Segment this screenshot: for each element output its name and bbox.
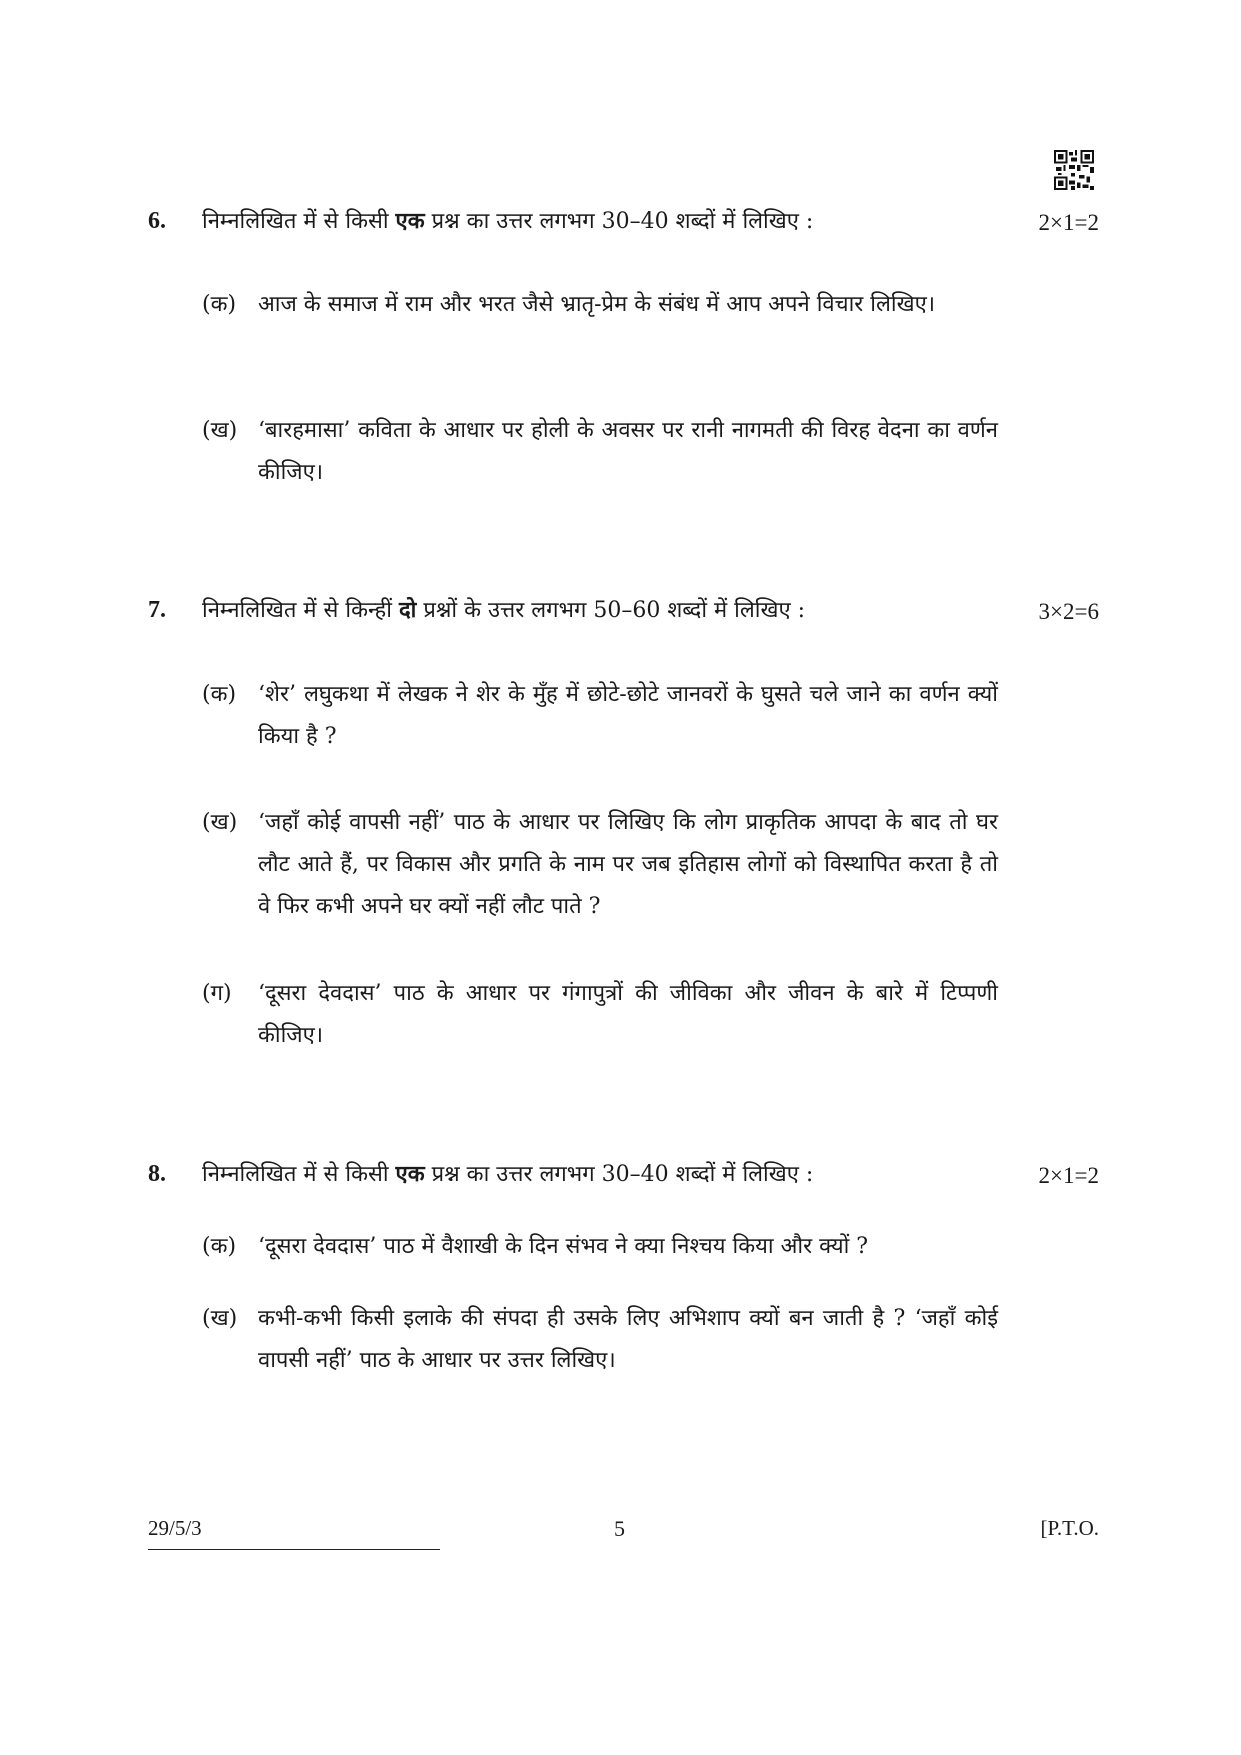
option-label: (ग): [202, 981, 232, 1006]
pto-label: [P.T.O.: [1040, 1516, 1099, 1540]
question-text-bold: एक: [395, 208, 425, 234]
option-text: ‘दूसरा देवदास’ पाठ के आधार पर गंगापुत्रों की जीविका और जीवन के बारे में टिप्पणी कीजिए।: [258, 981, 998, 1048]
question-option: [202, 674, 998, 758]
question-text: [202, 1159, 813, 1190]
question-text-post: प्रश्न का उत्तर लगभग 30–40 शब्दों में लिखिए :: [424, 209, 814, 234]
question-marks: 2×1=2: [1038, 1163, 1099, 1188]
option-text: आज के समाज में राम और भरत जैसे भ्रातृ-प्रेम के संबंध में आप अपने विचार लिखिए।: [258, 292, 936, 317]
question-number: 7.: [148, 597, 166, 623]
question-text-bold: एक: [395, 1161, 425, 1187]
question-text-post: प्रश्नों के उत्तर लगभग 50–60 शब्दों में लिखिए :: [416, 598, 806, 623]
option-label: (क): [202, 682, 237, 707]
page-number: 5: [614, 1516, 625, 1541]
question-text-pre: निम्नलिखित में से किसी: [202, 1162, 396, 1187]
option-text: कभी-कभी किसी इलाके की संपदा ही उसके लिए अभिशाप क्यों बन जाती है ? ‘जहाँ कोई वापसी नहीं’ पाठ के आधार पर उत्तर लिखिए।: [258, 1306, 998, 1373]
question-option: [202, 973, 998, 1057]
question-option: [202, 1298, 998, 1382]
question-marks: 3×2=6: [1038, 599, 1099, 624]
divider: [148, 1549, 440, 1550]
question-text-bold: दो: [398, 597, 417, 623]
question-option: [202, 284, 998, 326]
option-text: ‘जहाँ कोई वापसी नहीं’ पाठ के आधार पर लिखिए कि लोग प्राकृतिक आपदा के बाद तो घर लौट आते हैं, पर विकास और प्रगति के नाम पर जब इतिहास लोगों को विस्थापित करता है तो वे फिर कभी अपने घर क्यों नहीं लौट पाते ?: [258, 810, 998, 919]
question-option: [202, 802, 998, 928]
paper-code: 29/5/3: [148, 1516, 202, 1540]
option-label: (ख): [202, 810, 238, 835]
qr-code-icon: [1054, 150, 1094, 190]
question-text: [202, 595, 805, 626]
question-number: 6.: [148, 208, 166, 234]
question-option: [202, 1226, 998, 1268]
option-text: ‘दूसरा देवदास’ पाठ में वैशाखी के दिन संभव ने क्या निश्चय किया और क्यों ?: [258, 1234, 869, 1259]
question-marks: 2×1=2: [1038, 210, 1099, 235]
question-text-post: प्रश्न का उत्तर लगभग 30–40 शब्दों में लिखिए :: [424, 1162, 814, 1187]
option-label: (क): [202, 292, 237, 317]
question-text-pre: निम्नलिखित में से किसी: [202, 209, 396, 234]
option-label: (क): [202, 1234, 237, 1259]
question-number: 8.: [148, 1161, 166, 1187]
question-option: [202, 410, 998, 494]
question-text-pre: निम्नलिखित में से किन्हीं: [202, 598, 399, 623]
option-label: (ख): [202, 418, 238, 443]
option-text: ‘शेर’ लघुकथा में लेखक ने शेर के मुँह में छोटे-छोटे जानवरों के घुसते चले जाने का वर्णन क्यों किया है ?: [258, 682, 998, 749]
option-label: (ख): [202, 1306, 238, 1331]
option-text: ‘बारहमासा’ कविता के आधार पर होली के अवसर पर रानी नागमती की विरह वेदना का वर्णन कीजिए।: [258, 418, 998, 485]
question-text: [202, 206, 813, 237]
